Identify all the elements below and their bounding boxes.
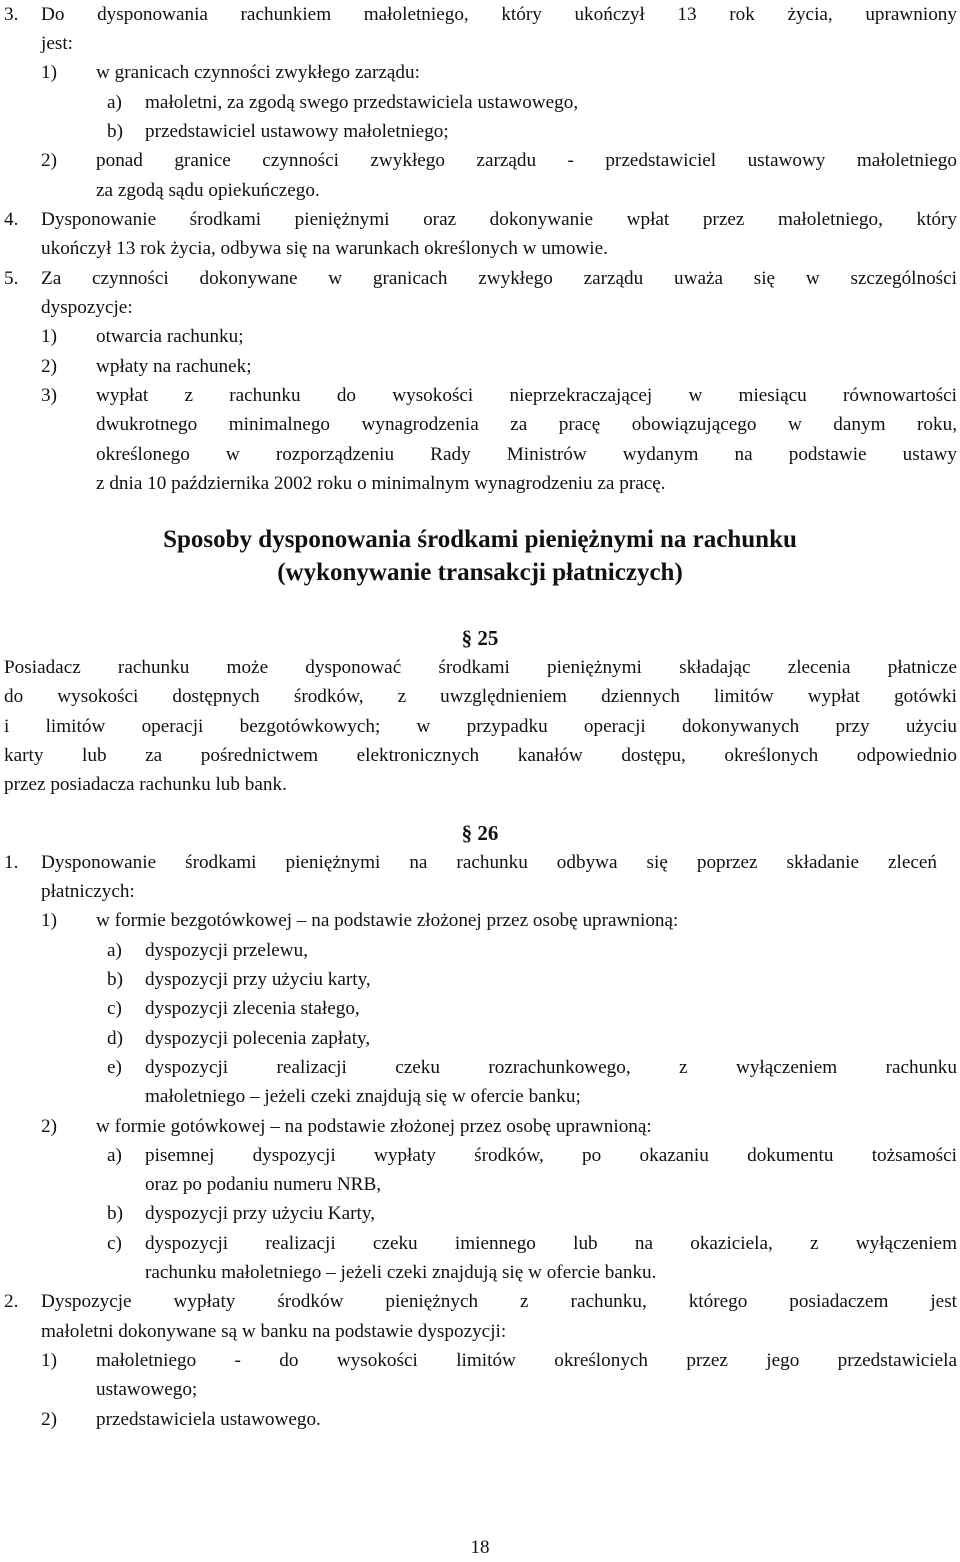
- p5-item3-number: 3): [41, 385, 57, 406]
- s26-i2-b-number: b): [107, 1203, 123, 1224]
- s26-p1-i1-number: 1): [41, 910, 57, 931]
- s26-i1-e-number: e): [107, 1057, 122, 1078]
- s26-p2-item2-number: 2): [41, 1409, 57, 1430]
- p5-item3-line3: określonego w rozporządzeniu Rady Ministrów wydanym na podstawie ustawy: [96, 444, 957, 465]
- s25-line3: i limitów operacji bezgotówkowych; w przypadku operacji dokonywanych przy użyciu: [4, 716, 957, 737]
- p3-line2: jest:: [41, 33, 73, 54]
- p5-line2: dyspozycje:: [41, 297, 133, 318]
- s26-i1-d-number: d): [107, 1028, 123, 1049]
- section-sign-icon: §: [461, 821, 473, 845]
- s25-line4: karty lub za pośrednictwem elektronicznych kanałów dostępu, określonych odpowiednio: [4, 745, 957, 766]
- s26-i2-c-number: c): [107, 1233, 122, 1254]
- p5-item2-number: 2): [41, 356, 57, 377]
- s26-p2-line1: Dyspozycje wypłaty środków pieniężnych z rachunku, którego posiadaczem jest: [41, 1291, 957, 1312]
- s26-i2-a-number: a): [107, 1145, 122, 1166]
- s26-i2-c-cont: rachunku małoletniego – jeżeli czeki znajdują się w ofercie banku.: [145, 1262, 657, 1283]
- s26-i2-a-text: pisemnej dyspozycji wypłaty środków, po okazaniu dokumentu tożsamości: [145, 1145, 957, 1166]
- s26-i2-c-text: dyspozycji realizacji czeku imiennego lub na okaziciela, z wyłączeniem: [145, 1233, 957, 1254]
- s26-i2-a-cont: oraz po podaniu numeru NRB,: [145, 1174, 382, 1195]
- p3-item1-text: w granicach czynności zwykłego zarządu:: [96, 62, 420, 83]
- s26-i1-b-text: dyspozycji przy użyciu karty,: [145, 969, 371, 990]
- p3-item2-cont: za zgodą sądu opiekuńczego.: [96, 180, 320, 201]
- s26-p2-item2-text: przedstawiciela ustawowego.: [96, 1409, 321, 1430]
- p5-item2-text: wpłaty na rachunek;: [96, 356, 252, 377]
- page-number: 18: [470, 1537, 490, 1558]
- s26-p2-number: 2.: [4, 1291, 19, 1312]
- p3-item2-number: 2): [41, 150, 57, 171]
- s26-i1-c-number: c): [107, 998, 122, 1019]
- s26-p1-number: 1.: [4, 852, 19, 873]
- p3-item-a-number: a): [107, 92, 122, 113]
- s26-p1-i2-number: 2): [41, 1116, 57, 1137]
- s25-line2: do wysokości dostępnych środków, z uwzględnieniem dziennych limitów wypłat gotówki: [4, 686, 957, 707]
- s26-i1-e-text: dyspozycji realizacji czeku rozrachunkowego, z wyłączeniem rachunku: [145, 1057, 957, 1078]
- s26-p2-line2: małoletni dokonywane są w banku na podstawie dyspozycji:: [41, 1321, 507, 1342]
- s26-p1-i2-text: w formie gotówkowej – na podstawie złożonej przez osobę uprawnioną:: [96, 1116, 652, 1137]
- paragraph-26-number: 26: [477, 821, 499, 845]
- section-heading-line1: Sposoby dysponowania środkami pieniężnymi na rachunku: [163, 526, 797, 553]
- section-heading-line2: (wykonywanie transakcji płatniczych): [277, 559, 683, 586]
- paragraph-25-number: 25: [477, 626, 499, 650]
- p3-item-b-number: b): [107, 121, 123, 142]
- section-sign-icon: §: [461, 626, 473, 650]
- p4-line2: ukończył 13 rok życia, odbywa się na warunkach określonych w umowie.: [41, 238, 608, 259]
- p3-item2-text: ponad granice czynności zwykłego zarządu - przedstawiciel ustawowy małoletniego: [96, 150, 957, 171]
- p3-item-b-text: przedstawiciel ustawowy małoletniego;: [145, 121, 449, 142]
- paragraph-25-marker: [0, 624, 960, 653]
- s26-i1-b-number: b): [107, 969, 123, 990]
- p5-item1-text: otwarcia rachunku;: [96, 326, 244, 347]
- s26-p1-line2: płatniczych:: [41, 881, 135, 902]
- s25-line5: przez posiadacza rachunku lub bank.: [4, 774, 287, 795]
- p5-item3-line4: z dnia 10 października 2002 roku o minimalnym wynagrodzeniu za pracę.: [96, 473, 666, 494]
- s26-i1-c-text: dyspozycji zlecenia stałego,: [145, 998, 360, 1019]
- s26-i1-a-number: a): [107, 940, 122, 961]
- p3-item1-number: 1): [41, 62, 57, 83]
- s26-p1-i1-text: w formie bezgotówkowej – na podstawie złożonej przez osobę uprawnioną:: [96, 910, 679, 931]
- p5-item1-number: 1): [41, 326, 57, 347]
- s26-i1-d-text: dyspozycji polecenia zapłaty,: [145, 1028, 371, 1049]
- s26-i2-b-text: dyspozycji przy użyciu Karty,: [145, 1203, 375, 1224]
- paragraph-26-marker: [0, 819, 960, 848]
- s26-p2-item1-text: małoletniego - do wysokości limitów określonych przez jego przedstawiciela: [96, 1350, 957, 1371]
- p3-item-a-text: małoletni, za zgodą swego przedstawiciela ustawowego,: [145, 92, 579, 113]
- s25-line1: Posiadacz rachunku może dysponować środkami pieniężnymi składając zlecenia płatnicze: [4, 657, 957, 678]
- p5-line1: Za czynności dokonywane w granicach zwykłego zarządu uważa się w szczególności: [41, 268, 957, 289]
- p3-line1: Do dysponowania rachunkiem małoletniego, który ukończył 13 rok życia, uprawniony: [41, 4, 957, 25]
- s26-i1-a-text: dyspozycji przelewu,: [145, 940, 309, 961]
- p4-line1: Dysponowanie środkami pieniężnymi oraz dokonywanie wpłat przez małoletniego, który: [41, 209, 957, 230]
- p3-number: 3.: [4, 4, 19, 25]
- p5-item3-line2: dwukrotnego minimalnego wynagrodzenia za pracę obowiązującego w danym roku,: [96, 414, 957, 435]
- s26-p2-item1-cont: ustawowego;: [96, 1379, 198, 1400]
- p5-number: 5.: [4, 268, 19, 289]
- s26-p2-item1-number: 1): [41, 1350, 57, 1371]
- s26-i1-e-cont: małoletniego – jeżeli czeki znajdują się w ofercie banku;: [145, 1086, 581, 1107]
- p5-item3-line1: wypłat z rachunku do wysokości nieprzekraczającej w miesiącu równowartości: [96, 385, 957, 406]
- s26-p1-line1: Dysponowanie środkami pieniężnymi na rachunku odbywa się poprzez składanie zleceń: [41, 852, 937, 873]
- p4-number: 4.: [4, 209, 19, 230]
